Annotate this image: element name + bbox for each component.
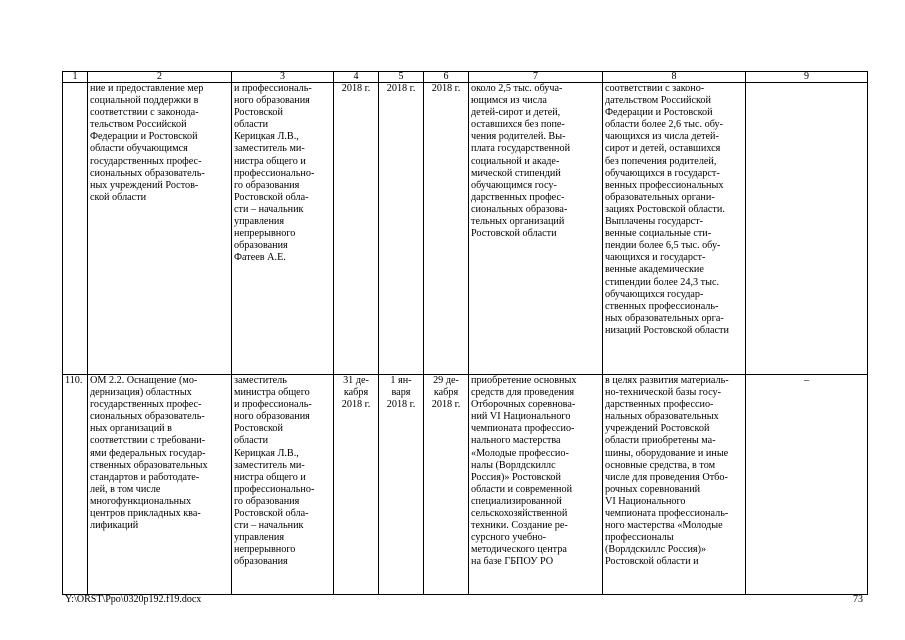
- table-header-row: [63, 72, 868, 83]
- start-date-cell: [379, 375, 424, 595]
- start-date-cell: [379, 83, 424, 375]
- table-row: [63, 83, 868, 375]
- event-name-cell: [88, 375, 232, 595]
- row-number: 110.: [65, 375, 83, 386]
- notes-cell: [746, 375, 868, 595]
- end-date-text: 29 де- кабря 2018 г.: [431, 375, 461, 411]
- header-cell: 7: [469, 72, 603, 83]
- actual-result-text: соответствии с законо- дательством Российской Федерации и Ростовской области более 2,6 тыс. обу- чающихся из числа детей- сирот и детей, оставшихся без попечения родителей, обучающихся в государст- венных профессиональных образовательных органи- зациях Ростовской области. Выплачены государст- венные социальные сти- пендии более 6,5 тыс. обу- чающихся и государст- венные академические стипендии более 24,3 тыс. обучающихся государ- ственных профессиональ- ных образовательных орга- низаций Ростовской области: [605, 83, 729, 336]
- header-cell: 6: [424, 72, 469, 83]
- end-date-text: 2018 г.: [431, 83, 461, 94]
- planned-result-text: приобретение основных средств для проведения Отборочных соревнова- ний VI Национального чемпионата профессио- нального мастерства «Молодые профессио- налы (Ворлдскиллс Россия)» Ростовской области и современной специализированной сельскохозяйственной техники. Создание ре- сурсного учебно- методического центра на базе ГБПОУ РО: [471, 375, 577, 568]
- header-cell: 9: [746, 72, 868, 83]
- responsible-cell: [232, 375, 334, 595]
- row-number-cell: [63, 83, 88, 375]
- event-name-text: ОМ 2.2. Оснащение (мо- дернизация) областных государственных профес- сиональных образователь- ных организаций в соответствии с требовани- ями федеральных государ- ственных образовательных стандартов и работодате- лей, в том числе многофункциональных центров прикладных ква- лификаций: [90, 375, 208, 532]
- header-cell: 1: [63, 72, 88, 83]
- responsible-text: и профессиональ- ного образования Ростовской области Керицкая Л.В., заместитель ми- нистра общего и профессионально- го образования Ростовской обла- сти – начальник управления непрерывного образования Фатеев А.Е.: [234, 83, 315, 264]
- row-number-cell: [63, 375, 88, 595]
- header-cell: 4: [334, 72, 379, 83]
- event-name-cell: [88, 83, 232, 375]
- header-cell: 3: [232, 72, 334, 83]
- responsible-text: заместитель министра общего и профессиональ- ного образования Ростовской области Керицкая Л.В., заместитель ми- нистра общего и профессионально- го образования Ростовской обла- сти – начальник управления непрерывного образования: [234, 375, 315, 568]
- planned-date-cell: [334, 83, 379, 375]
- notes-cell: [746, 83, 868, 375]
- planned-date-text: 31 де- кабря 2018 г.: [341, 375, 371, 411]
- header-cell: 2: [88, 72, 232, 83]
- planned-result-cell: [469, 375, 603, 595]
- planned-date-cell: [334, 375, 379, 595]
- actual-result-text: в целях развития материаль- но-технической базы госу- дарственных профессио- нальных образовательных учреждений Ростовской области приобретены ма- шины, оборудование и иные основные средства, в том числе для проведения Отбо- рочных соревнований VI Национального чемпионата профессиональ- ного мастерства «Молодые профессионалы (Ворлдскиллс Россия)» Ростовской области и: [605, 375, 729, 568]
- header-cell: 5: [379, 72, 424, 83]
- planned-result-text: около 2,5 тыс. обуча- ющимся из числа детей-сирот и детей, оставшихся без попе- чения родителей. Вы- плата государственной социальной и акаде- мической стипендий обучающимся госу- дарственных профес- сиональных образова- тельных организаций Ростовской области: [471, 83, 571, 240]
- planned-date-text: 2018 г.: [341, 83, 371, 94]
- actual-result-cell: [603, 83, 746, 375]
- actual-result-cell: [603, 375, 746, 595]
- footer-file-path: Y:\ORST\Ppo\0320p192.f19.docx: [65, 594, 202, 605]
- notes-text: –: [803, 375, 810, 386]
- event-name-text: ние и предоставление мер социальной поддержки в соответствии с законода- тельством Российской Федерации и Ростовской области обучающимся государственных профес- сиональных образователь- ных учреждений Ростов- ской области: [90, 83, 205, 203]
- footer-page-number: 73: [853, 594, 863, 605]
- header-cell: 8: [603, 72, 746, 83]
- report-table: [62, 71, 868, 595]
- start-date-text: 1 ян- варя 2018 г.: [386, 375, 416, 411]
- planned-result-cell: [469, 83, 603, 375]
- end-date-cell: [424, 83, 469, 375]
- end-date-cell: [424, 375, 469, 595]
- table-row: [63, 375, 868, 595]
- start-date-text: 2018 г.: [386, 83, 416, 94]
- responsible-cell: [232, 83, 334, 375]
